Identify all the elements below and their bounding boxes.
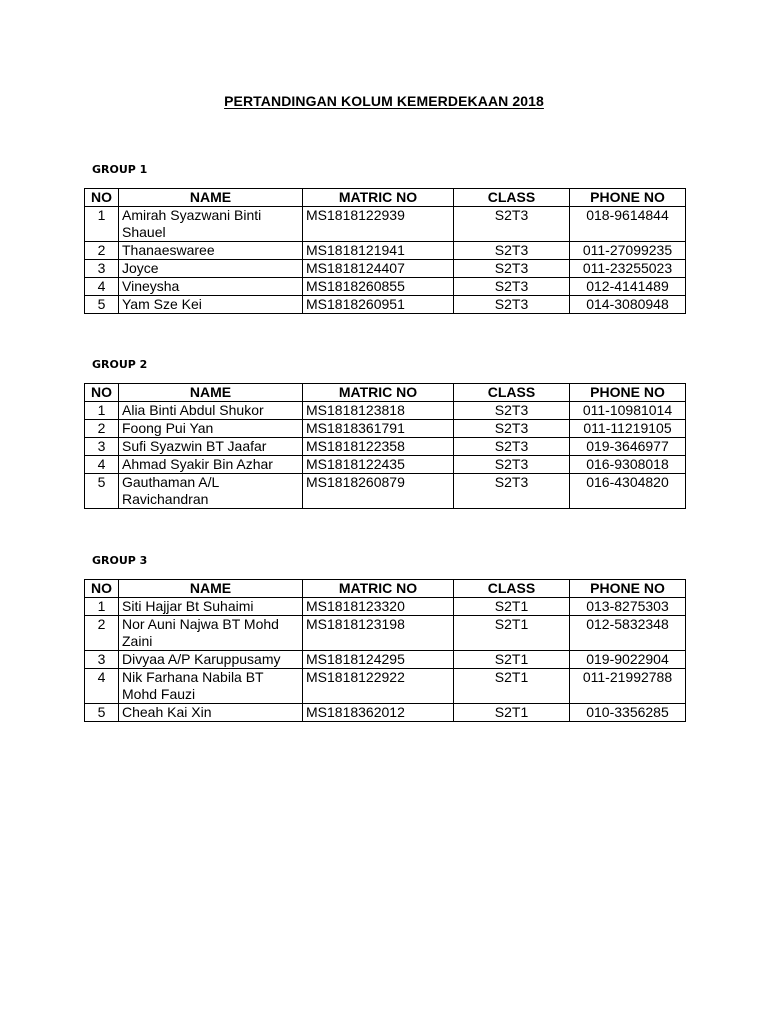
cell-matric: MS1818122922 <box>303 669 454 704</box>
table-row <box>85 260 686 278</box>
cell-phone: 011-11219105 <box>570 420 686 438</box>
cell-name: Sufi Syazwin BT Jaafar <box>119 438 303 456</box>
column-header-phone: PHONE NO <box>570 189 686 207</box>
cell-no: 1 <box>85 402 119 420</box>
cell-no: 1 <box>85 207 119 242</box>
cell-class: S2T3 <box>454 420 570 438</box>
cell-matric: MS1818122435 <box>303 456 454 474</box>
table-header-row <box>85 189 686 207</box>
cell-matric: MS1818260879 <box>303 474 454 509</box>
column-header-no: NO <box>85 384 119 402</box>
cell-no: 5 <box>85 296 119 314</box>
cell-no: 4 <box>85 669 119 704</box>
table-row <box>85 402 686 420</box>
cell-name: Joyce <box>119 260 303 278</box>
cell-class: S2T1 <box>454 704 570 722</box>
cell-name: Vineysha <box>119 278 303 296</box>
cell-no: 3 <box>85 651 119 669</box>
cell-name: Amirah Syazwani Binti Shauel <box>119 207 303 242</box>
cell-phone: 011-10981014 <box>570 402 686 420</box>
cell-no: 1 <box>85 598 119 616</box>
cell-no: 2 <box>85 616 119 651</box>
cell-name: Nor Auni Najwa BT Mohd Zaini <box>119 616 303 651</box>
column-header-name: NAME <box>119 189 303 207</box>
table-row <box>85 456 686 474</box>
cell-name: Gauthaman A/L Ravichandran <box>119 474 303 509</box>
cell-class: S2T3 <box>454 242 570 260</box>
group-heading: GROUP 1 <box>92 163 148 176</box>
table-row <box>85 474 686 509</box>
cell-matric: MS1818260855 <box>303 278 454 296</box>
column-header-class: CLASS <box>454 580 570 598</box>
page-title: PERTANDINGAN KOLUM KEMERDEKAAN 2018 <box>224 93 544 109</box>
cell-phone: 014-3080948 <box>570 296 686 314</box>
cell-phone: 011-21992788 <box>570 669 686 704</box>
cell-name: Siti Hajjar Bt Suhaimi <box>119 598 303 616</box>
cell-name: Foong Pui Yan <box>119 420 303 438</box>
cell-no: 2 <box>85 420 119 438</box>
table-row <box>85 651 686 669</box>
table-row <box>85 420 686 438</box>
cell-class: S2T3 <box>454 456 570 474</box>
cell-phone: 019-3646977 <box>570 438 686 456</box>
table-row <box>85 598 686 616</box>
group-section-1 <box>84 162 686 314</box>
cell-matric: MS1818123320 <box>303 598 454 616</box>
column-header-name: NAME <box>119 580 303 598</box>
cell-class: S2T1 <box>454 598 570 616</box>
column-header-phone: PHONE NO <box>570 580 686 598</box>
cell-class: S2T1 <box>454 651 570 669</box>
table-header-row <box>85 384 686 402</box>
cell-class: S2T3 <box>454 474 570 509</box>
column-header-class: CLASS <box>454 384 570 402</box>
table-row <box>85 438 686 456</box>
cell-phone: 011-27099235 <box>570 242 686 260</box>
cell-matric: MS1818124295 <box>303 651 454 669</box>
cell-matric: MS1818260951 <box>303 296 454 314</box>
table-row <box>85 669 686 704</box>
cell-matric: MS1818124407 <box>303 260 454 278</box>
cell-class: S2T3 <box>454 278 570 296</box>
cell-phone: 012-5832348 <box>570 616 686 651</box>
column-header-matric: MATRIC NO <box>303 384 454 402</box>
cell-phone: 011-23255023 <box>570 260 686 278</box>
group-section-2 <box>84 357 686 509</box>
cell-matric: MS1818123818 <box>303 402 454 420</box>
cell-no: 5 <box>85 474 119 509</box>
cell-phone: 016-4304820 <box>570 474 686 509</box>
cell-phone: 010-3356285 <box>570 704 686 722</box>
group-heading: GROUP 3 <box>92 554 148 567</box>
cell-matric: MS1818121941 <box>303 242 454 260</box>
cell-class: S2T1 <box>454 616 570 651</box>
table-row <box>85 704 686 722</box>
cell-name: Ahmad Syakir Bin Azhar <box>119 456 303 474</box>
cell-matric: MS1818361791 <box>303 420 454 438</box>
cell-phone: 019-9022904 <box>570 651 686 669</box>
table-row <box>85 242 686 260</box>
cell-matric: MS1818122358 <box>303 438 454 456</box>
cell-class: S2T3 <box>454 260 570 278</box>
cell-phone: 016-9308018 <box>570 456 686 474</box>
group-section-3 <box>84 553 686 722</box>
cell-matric: MS1818123198 <box>303 616 454 651</box>
cell-name: Cheah Kai Xin <box>119 704 303 722</box>
cell-no: 5 <box>85 704 119 722</box>
cell-name: Divyaa A/P Karuppusamy <box>119 651 303 669</box>
cell-class: S2T1 <box>454 669 570 704</box>
cell-no: 3 <box>85 260 119 278</box>
cell-no: 2 <box>85 242 119 260</box>
table-header-row <box>85 580 686 598</box>
cell-no: 4 <box>85 278 119 296</box>
cell-class: S2T3 <box>454 207 570 242</box>
column-header-phone: PHONE NO <box>570 384 686 402</box>
cell-class: S2T3 <box>454 296 570 314</box>
group-table <box>84 383 686 509</box>
group-table <box>84 188 686 314</box>
cell-name: Thanaeswaree <box>119 242 303 260</box>
table-row <box>85 616 686 651</box>
group-heading: GROUP 2 <box>92 358 148 371</box>
column-header-no: NO <box>85 189 119 207</box>
column-header-matric: MATRIC NO <box>303 189 454 207</box>
cell-no: 3 <box>85 438 119 456</box>
cell-phone: 012-4141489 <box>570 278 686 296</box>
cell-no: 4 <box>85 456 119 474</box>
cell-name: Alia Binti Abdul Shukor <box>119 402 303 420</box>
column-header-name: NAME <box>119 384 303 402</box>
table-row <box>85 296 686 314</box>
cell-name: Nik Farhana Nabila BT Mohd Fauzi <box>119 669 303 704</box>
column-header-matric: MATRIC NO <box>303 580 454 598</box>
column-header-no: NO <box>85 580 119 598</box>
cell-phone: 013-8275303 <box>570 598 686 616</box>
table-row <box>85 278 686 296</box>
group-table <box>84 579 686 722</box>
cell-class: S2T3 <box>454 402 570 420</box>
cell-name: Yam Sze Kei <box>119 296 303 314</box>
cell-phone: 018-9614844 <box>570 207 686 242</box>
column-header-class: CLASS <box>454 189 570 207</box>
cell-matric: MS1818122939 <box>303 207 454 242</box>
cell-matric: MS1818362012 <box>303 704 454 722</box>
cell-class: S2T3 <box>454 438 570 456</box>
table-row <box>85 207 686 242</box>
